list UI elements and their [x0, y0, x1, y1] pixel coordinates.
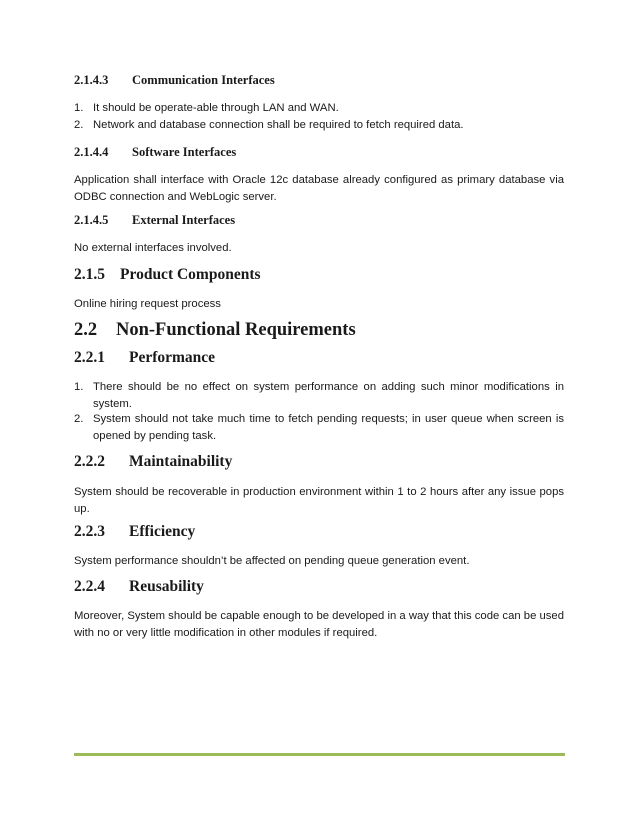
heading-number: 2.2.3	[74, 523, 105, 540]
heading-software-interfaces	[74, 145, 236, 160]
list-text: There should be no effect on system performance on adding such minor modifications in system.	[93, 381, 564, 410]
list-item	[74, 379, 564, 412]
list-text: It should be operate-able through LAN and WAN.	[93, 102, 339, 114]
heading-communication-interfaces	[74, 73, 275, 88]
heading-number: 2.2.1	[74, 349, 105, 366]
footer-rule	[74, 753, 565, 756]
list-number: 2.	[74, 413, 84, 425]
heading-efficiency	[74, 523, 195, 541]
heading-number: 2.1.4.3	[74, 73, 109, 87]
heading-number: 2.1.5	[74, 266, 105, 283]
list-number: 1.	[74, 102, 84, 114]
heading-title: Communication Interfaces	[132, 73, 275, 87]
heading-title: Reusability	[129, 578, 204, 595]
heading-maintainability	[74, 453, 232, 471]
list-item	[74, 411, 564, 444]
list-number: 2.	[74, 119, 84, 131]
heading-external-interfaces	[74, 213, 235, 228]
list-item	[74, 117, 564, 134]
list-text: System should not take much time to fetch pending requests; in user queue when screen is opened by pending task.	[93, 413, 564, 442]
heading-title: Performance	[129, 349, 216, 366]
heading-title: Maintainability	[129, 453, 233, 470]
paragraph-maintainability: System should be recoverable in production environment within 1 to 2 hours after any issue pops up.	[74, 486, 564, 515]
heading-reusability	[74, 578, 204, 596]
paragraph-product-components: Online hiring request process	[74, 298, 221, 310]
heading-number: 2.2	[74, 320, 98, 340]
paragraph-reusability: Moreover, System should be capable enough to be developed in a way that this code can be used with no or very little modification in other modules if required.	[74, 610, 564, 639]
heading-title: External Interfaces	[132, 213, 236, 227]
paragraph-external-interfaces: No external interfaces involved.	[74, 242, 232, 254]
list-item	[74, 100, 564, 117]
heading-title: Non-Functional Requirements	[116, 320, 356, 340]
heading-performance	[74, 349, 215, 367]
heading-number: 2.2.4	[74, 578, 105, 595]
heading-title: Efficiency	[129, 523, 196, 540]
heading-non-functional-requirements	[74, 320, 356, 341]
heading-number: 2.1.4.5	[74, 213, 109, 227]
heading-title: Software Interfaces	[132, 145, 237, 159]
heading-title: Product Components	[120, 266, 261, 283]
paragraph-efficiency: System performance shouldn’t be affected on pending queue generation event.	[74, 555, 470, 567]
heading-product-components	[74, 266, 261, 284]
list-text: Network and database connection shall be required to fetch required data.	[93, 119, 464, 131]
list-number: 1.	[74, 381, 84, 393]
paragraph-software-interfaces: Application shall interface with Oracle 12c database already configured as primary database via ODBC connection and WebLogic server.	[74, 174, 564, 203]
heading-number: 2.1.4.4	[74, 145, 109, 159]
heading-number: 2.2.2	[74, 453, 105, 470]
